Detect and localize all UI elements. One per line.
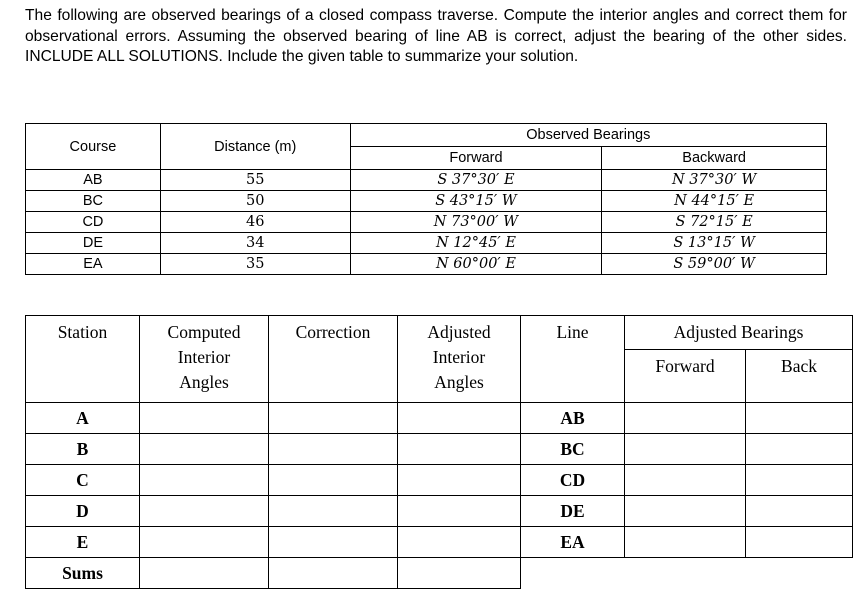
correction-cell[interactable] [269,434,398,465]
sums-label: Sums [26,558,140,589]
header-forward: Forward [625,350,746,403]
course-cell: AB [26,170,161,191]
adjusted-forward-cell[interactable] [625,465,746,496]
backward-bearing-cell: S 72°15′ E [602,212,827,233]
course-cell: BC [26,191,161,212]
table-row [26,403,853,434]
line-cell: BC [521,434,625,465]
sum-correction-cell[interactable] [269,558,398,589]
course-cell: DE [26,233,161,254]
adjusted-angle-cell[interactable] [398,527,521,558]
distance-cell: 50 [160,191,350,212]
adjusted-angle-cell[interactable] [398,403,521,434]
table-row [26,434,853,465]
adjusted-forward-cell[interactable] [625,434,746,465]
header-adjusted-bearings: Adjusted Bearings [625,316,853,350]
forward-bearing-cell: N 60°00′ E [350,254,602,275]
computed-angle-cell[interactable] [140,465,269,496]
solution-summary-table [25,315,853,589]
adjusted-angle-cell[interactable] [398,465,521,496]
header-distance: Distance (m) [160,124,350,170]
correction-cell[interactable] [269,496,398,527]
forward-bearing-cell: S 43°15′ W [350,191,602,212]
observed-bearings-table [25,123,827,275]
computed-angle-cell[interactable] [140,527,269,558]
distance-cell: 55 [160,170,350,191]
backward-bearing-cell: N 44°15′ E [602,191,827,212]
header-correction: Correction [269,316,398,403]
station-cell: E [26,527,140,558]
table-row [26,254,827,275]
station-cell: A [26,403,140,434]
backward-bearing-cell: N 37°30′ W [602,170,827,191]
header-observed-bearings: Observed Bearings [350,124,826,147]
forward-bearing-cell: N 73°00′ W [350,212,602,233]
sum-adjusted-cell[interactable] [398,558,521,589]
station-cell: B [26,434,140,465]
table-row [26,465,853,496]
course-cell: EA [26,254,161,275]
sum-computed-cell[interactable] [140,558,269,589]
computed-angle-cell[interactable] [140,434,269,465]
adjusted-forward-cell[interactable] [625,403,746,434]
table-row [26,233,827,254]
adjusted-back-cell[interactable] [746,496,853,527]
line-cell: DE [521,496,625,527]
station-cell: C [26,465,140,496]
correction-cell[interactable] [269,527,398,558]
adjusted-back-cell[interactable] [746,434,853,465]
adjusted-back-cell[interactable] [746,527,853,558]
header-forward: Forward [350,147,602,170]
course-cell: CD [26,212,161,233]
station-cell: D [26,496,140,527]
adjusted-angle-cell[interactable] [398,434,521,465]
correction-cell[interactable] [269,465,398,496]
header-station: Station [26,316,140,403]
computed-angle-cell[interactable] [140,403,269,434]
header-line: Line [521,316,625,403]
header-adjusted-interior-angles: Adjusted Interior Angles [398,316,521,403]
table-row [26,527,853,558]
distance-cell: 35 [160,254,350,275]
forward-bearing-cell: N 12°45′ E [350,233,602,254]
line-cell: EA [521,527,625,558]
line-cell: CD [521,465,625,496]
header-computed-interior-angles: Computed Interior Angles [140,316,269,403]
computed-angle-cell[interactable] [140,496,269,527]
adjusted-back-cell[interactable] [746,465,853,496]
adjusted-angle-cell[interactable] [398,496,521,527]
problem-statement: The following are observed bearings of a closed compass traverse. Compute the interior angles and correct them for observational errors. Assuming the observed bearing of line AB is correct, adjust the bearing of the other sides. INCLUDE ALL SOLUTIONS. Include the given table to summarize your solution. [25,7,847,65]
header-course: Course [26,124,161,170]
table-row [26,191,827,212]
sums-row [26,558,853,589]
table-row [26,496,853,527]
backward-bearing-cell: S 13°15′ W [602,233,827,254]
distance-cell: 46 [160,212,350,233]
distance-cell: 34 [160,233,350,254]
adjusted-forward-cell[interactable] [625,496,746,527]
forward-bearing-cell: S 37°30′ E [350,170,602,191]
table-row [26,170,827,191]
adjusted-back-cell[interactable] [746,403,853,434]
correction-cell[interactable] [269,403,398,434]
header-back: Back [746,350,853,403]
table-row [26,212,827,233]
adjusted-forward-cell[interactable] [625,527,746,558]
line-cell: AB [521,403,625,434]
backward-bearing-cell: S 59°00′ W [602,254,827,275]
header-backward: Backward [602,147,827,170]
